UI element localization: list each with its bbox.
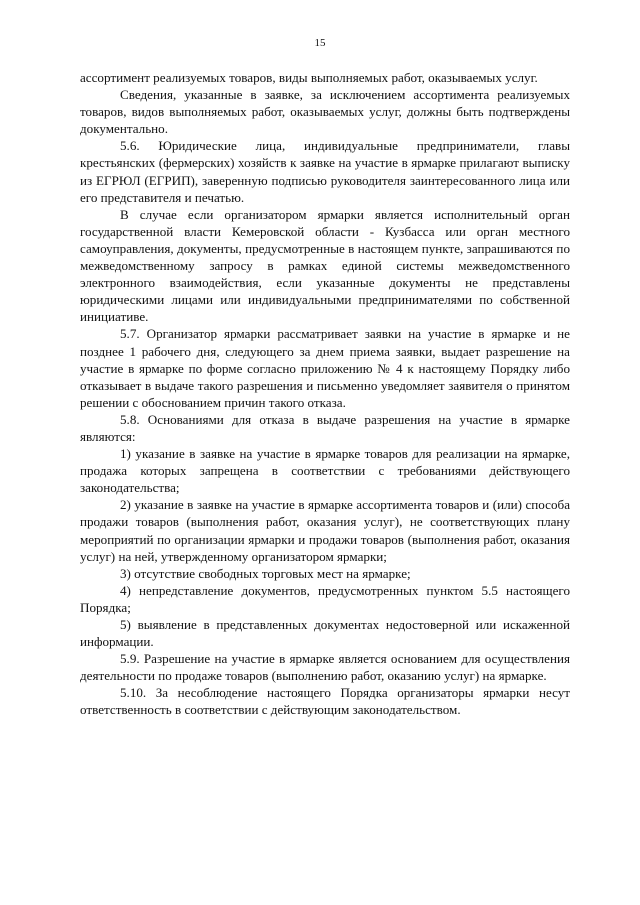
list-item-1: 1) указание в заявке на участие в ярмарке товаров для реализации на ярмарке, продажа которых запрещена в соответствии с требованиями действующего законодательства; — [80, 446, 570, 496]
paragraph-5-6: 5.6. Юридические лица, индивидуальные предприниматели, главы крестьянских (фермерских) хозяйств к заявке на участие в ярмарке прилагают выписку из ЕГРЮЛ (ЕГРИП), заверенную подписью руководителя заинтересованного лица или его представителя и печатью. — [80, 138, 570, 205]
paragraph-5-9: 5.9. Разрешение на участие в ярмарке является основанием для осуществления деятельности по продаже товаров (выполнению работ, оказанию услуг) на ярмарке. — [80, 651, 570, 684]
paragraph-2: Сведения, указанные в заявке, за исключением ассортимента реализуемых товаров, видов выполняемых работ, оказываемых услуг, должны быть подтверждены документально. — [80, 87, 570, 137]
paragraph-5-6-cont: В случае если организатором ярмарки является исполнительный орган государственной власти Кемеровской области - Кузбасса или орган местного самоуправления, документы, предусмотренные в настоящем пункте, запрашиваются по межведомственному запросу в рамках единой системы межведомственного электронного взаимодействия, если указанные документы не представлены юридическими лицами или индивидуальными предпринимателями по собственной инициативе. — [80, 206, 570, 325]
document-body — [80, 69, 570, 719]
list-item-3: 3) отсутствие свободных торговых мест на ярмарке; — [120, 565, 411, 581]
page-number: 15 — [314, 37, 326, 49]
list-item-4: 4) непредставление документов, предусмотренных пунктом 5.5 настоящего Порядка; — [80, 582, 570, 615]
paragraph-5-7: 5.7. Организатор ярмарки рассматривает заявки на участие в ярмарке и не позднее 1 рабочего дня, следующего за днем приема заявки, выдает разрешение на участие в ярмарке по форме согласно приложению № 4 к настоящему Порядку либо отказывает в выдаче такого разрешения и письменно уведомляет заявителя о принятом решении с обоснованием причин такого отказа. — [80, 326, 570, 410]
paragraph-1: ассортимент реализуемых товаров, виды выполняемых работ, оказываемых услуг. — [80, 70, 538, 85]
list-item-2: 2) указание в заявке на участие в ярмарке ассортимента товаров и (или) способа продажи товаров (выполнения работ, оказания услуг), не соответствующих плану мероприятий по организации ярмарки и продажи товаров (выполнения работ, оказания услуг) на ней, утвержденному организатором ярмарки; — [80, 497, 570, 564]
paragraph-5-8: 5.8. Основаниями для отказа в выдаче разрешения на участие в ярмарке являются: — [80, 411, 570, 444]
paragraph-5-10: 5.10. За несоблюдение настоящего Порядка организаторы ярмарки несут ответственность в соответствии с действующим законодательством. — [80, 685, 570, 718]
list-item-5: 5) выявление в представленных документах недостоверной или искаженной информации. — [80, 617, 570, 650]
